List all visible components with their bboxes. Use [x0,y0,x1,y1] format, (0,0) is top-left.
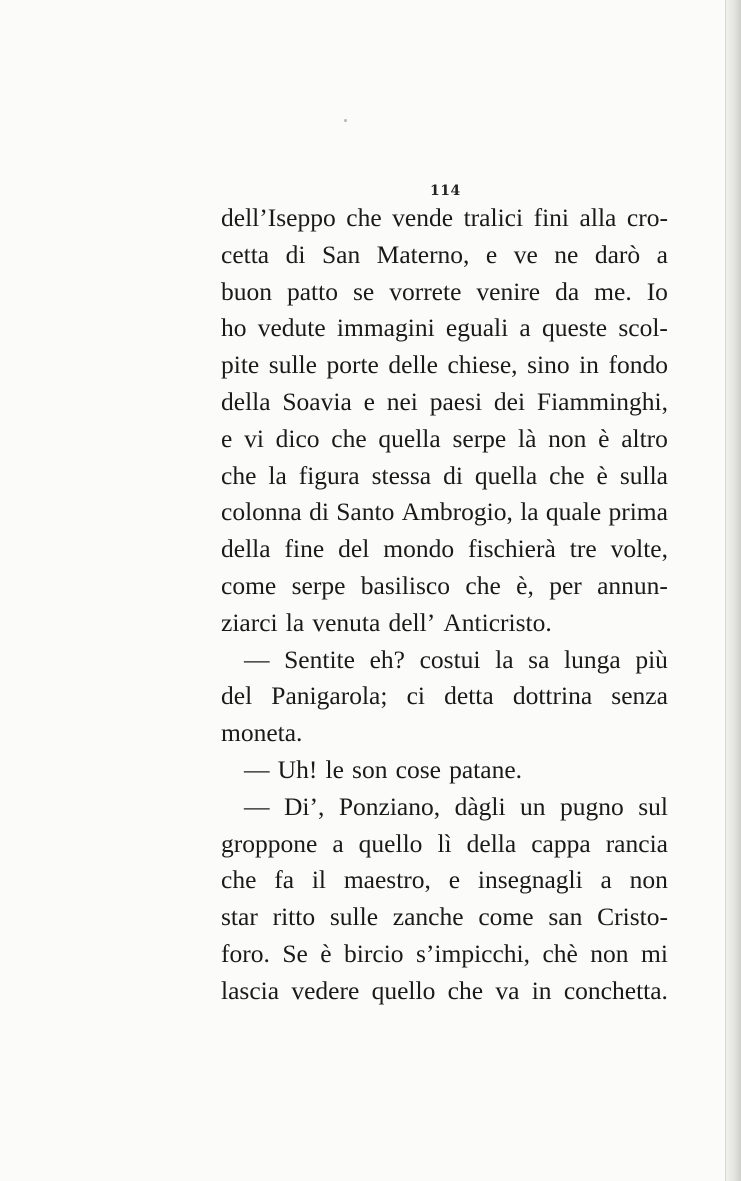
word: serpe [291,570,346,600]
word: della [221,534,271,564]
word: pite [221,350,260,380]
word: ho [221,313,247,343]
word: serpe [452,423,507,453]
word: fini [533,203,570,232]
word: a [519,313,531,343]
word: vende [392,203,454,232]
word: cetta [221,239,270,269]
body-text [221,200,668,1010]
text-line [221,715,668,752]
word: Panigarola; [271,681,388,711]
word: le [325,754,344,784]
word: di [309,497,329,527]
word: tre [569,534,597,564]
word: e [485,239,498,269]
word: come [221,570,277,600]
word: star [221,902,258,932]
word: va [495,975,520,1005]
word: vedere [291,975,360,1005]
text-line [221,310,668,347]
word: la [520,497,539,527]
text-line [221,347,668,384]
word: quella [378,423,441,453]
word: è [598,423,610,453]
word: ritto [272,902,316,932]
text-line [221,384,668,421]
word: Anticristo. [443,607,552,637]
word: quello [358,828,423,858]
word: fischierà [468,534,556,564]
word: Soavia [282,386,352,416]
word: Se [282,938,308,968]
word: foro. [221,938,270,968]
text-line [221,899,668,936]
word: di [285,239,306,269]
word: e [363,386,375,416]
word: a [600,865,612,895]
text-line [221,789,668,826]
word: della [466,828,517,858]
word: quello [371,975,436,1005]
word: venuta [312,607,381,637]
word: cappa [531,828,591,858]
word: s’impicchi, [415,938,530,968]
word: Cristo- [597,902,668,932]
word: mi [641,938,668,968]
word: sulle [268,350,317,380]
paper-speck [344,119,347,122]
word: non [629,865,668,895]
word: è [320,938,332,968]
word: la [285,607,305,637]
word: San [321,239,361,269]
word: tralici [463,203,524,232]
word: venire [476,276,541,306]
word: — [244,754,270,784]
word: Santo [336,497,395,527]
text-line [221,862,668,899]
word: lì [437,828,452,858]
word: e [448,865,461,895]
word: Io [646,276,668,306]
page-edge-line [725,0,726,1181]
word: maestro, [343,865,431,895]
text-line [221,494,668,531]
word: patane. [449,754,523,784]
word: dei [493,386,526,416]
word: bircio [344,938,404,968]
word: Fiamminghi, [536,386,668,416]
word: che [346,203,382,232]
word: dell’Iseppo [221,203,336,232]
word: la [268,460,287,490]
word: Ponziano, [338,791,441,821]
word: nei [386,386,418,416]
word: annun- [597,570,668,600]
word: vedute [257,313,326,343]
word: che [465,570,501,600]
word: è [596,460,608,490]
word: la [495,644,514,674]
word: altro [621,423,668,453]
word: sino [527,350,570,380]
word: — [244,791,270,821]
page-number: 114 [430,183,461,199]
word: rancia [605,828,668,858]
word: Ambrogio, [401,497,513,527]
word: chiese, [447,350,518,380]
word: dico [275,423,320,453]
word: che [447,975,484,1005]
word: è, [516,570,534,600]
word: dàgli [454,791,506,821]
word: conchetta. [563,975,668,1005]
text-line [221,458,668,495]
word: a [332,828,344,858]
word: di [443,460,463,490]
word: dell’ [388,607,436,637]
word: basilisco [360,570,451,600]
word: quale [545,497,602,527]
word: del [338,534,370,564]
text-line [221,678,668,715]
word: san [548,902,583,932]
word: come [478,902,534,932]
word: moneta. [221,718,303,748]
word: eh? [369,644,405,674]
text-line [221,421,668,458]
word: prima [608,497,668,527]
word: cose [395,754,441,784]
word: da [555,276,580,306]
word: vi [244,423,264,453]
text-line [221,568,668,605]
word: stessa [371,460,432,490]
word: Uh! [277,754,318,784]
page-edge-shadow [725,0,741,1181]
word: me. [594,276,632,306]
word: che [221,460,257,490]
word: e [221,423,233,453]
word: sulle [329,902,379,932]
word: pugno [560,791,624,821]
word: figura [298,460,360,490]
word: mondo [383,534,455,564]
word: un [520,791,546,821]
word: son [352,754,388,784]
text-line [221,973,668,1010]
word: groppone [221,828,318,858]
text-line [221,605,668,642]
word: che [331,423,367,453]
word: dottrina [512,681,593,711]
word: che [221,865,257,895]
word: della [221,386,271,416]
word: là [518,423,537,453]
word: patto [286,276,338,306]
word: non [548,423,587,453]
word: cro- [626,203,668,232]
word: Materno, [376,239,470,269]
word: volte, [610,534,668,564]
word: fa [274,865,295,895]
word: il [311,865,326,895]
word: delle [388,350,438,380]
word: del [221,681,253,711]
text-line [221,752,668,789]
word: ne [554,239,579,269]
word: in [531,975,552,1005]
word: senza [611,681,668,711]
word: quella [474,460,538,490]
word: darò [594,239,641,269]
word: fondo [608,350,668,380]
text-line [221,274,668,311]
word: fine [284,534,325,564]
word: scol- [618,313,668,343]
word: non [590,938,629,968]
word: ziarci [221,607,278,637]
word: per [549,570,582,600]
word: ci [406,681,425,711]
word: paesi [429,386,483,416]
word: Di’, [283,791,325,821]
word: detta [444,681,494,711]
text-line [221,936,668,973]
word: in [579,350,599,380]
word: a [656,239,668,269]
word: sulla [619,460,668,490]
word: vorrete [389,276,462,306]
word: lascia [221,975,280,1005]
text-line [221,826,668,863]
word: sa [528,644,550,674]
text-line [221,531,668,568]
word: insegnagli [477,865,583,895]
text-line [221,642,668,679]
word: Sentite [284,644,355,674]
word: se [352,276,375,306]
word: zanche [392,902,464,932]
word: porte [326,350,379,380]
word: lunga [564,644,621,674]
text-line [221,237,668,274]
word: colonna [221,497,302,527]
word: — [244,644,270,674]
word: ve [513,239,538,269]
text-line [221,200,668,237]
word: costui [419,644,481,674]
word: alla [579,203,617,232]
word: eguali [445,313,509,343]
word: più [635,644,668,674]
word: immagini [336,313,435,343]
word: sul [638,791,668,821]
word: buon [221,276,272,306]
word: che [549,460,585,490]
word: chè [542,938,578,968]
word: queste [541,313,608,343]
